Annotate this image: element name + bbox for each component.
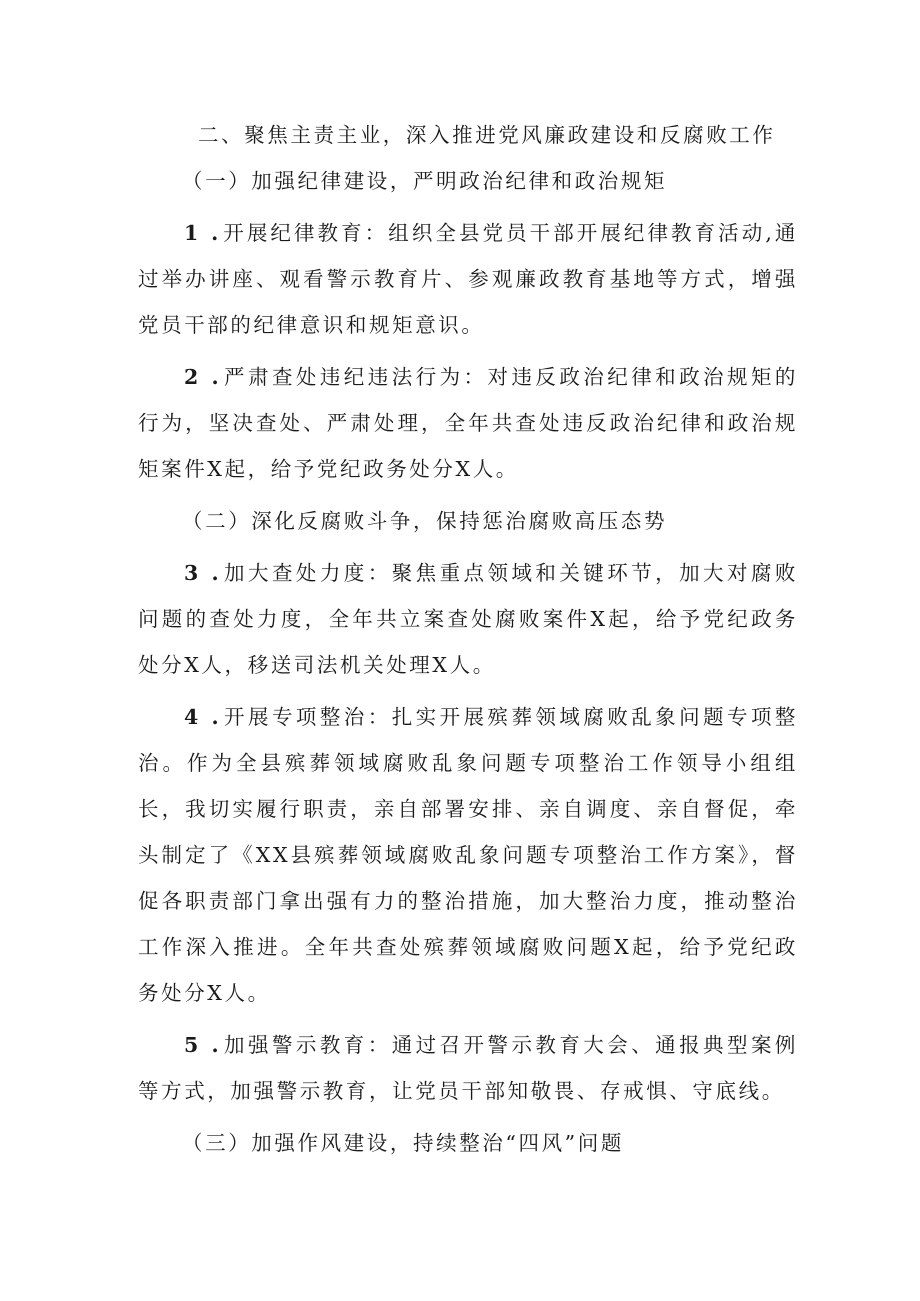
list-item-2 (138, 354, 798, 492)
section-title: 二、聚焦主责主业，深入推进党风廉政建设和反腐败工作 (198, 123, 776, 147)
document-body (138, 112, 798, 1166)
item-number: 1 . (184, 221, 221, 245)
item-number: 4 . (184, 705, 222, 729)
item-number: 2 . (184, 365, 222, 389)
item-text: 加强警示教育：通过召开警示教育大会、通报典型案例等方式，加强警示教育，让党员干部知敬畏、存戒惧、守底线。 (138, 1033, 799, 1103)
list-item-4 (138, 694, 798, 1016)
item-number: 5 . (184, 1033, 222, 1057)
subsection-title-3: （三）加强作风建设，持续整治“四风”问题 (182, 1131, 624, 1155)
subsection-title-2: （二）深化反腐败斗争，保持惩治腐败高压态势 (182, 509, 668, 533)
subsection-title-1: （一）加强纪律建设，严明政治纪律和政治规矩 (182, 169, 668, 193)
item-number: 3 . (184, 561, 222, 585)
item-text: 开展专项整治：扎实开展殡葬领域腐败乱象问题专项整治。作为全县殡葬领域腐败乱象问题专项整治工作领导小组组长，我切实履行职责，亲自部署安排、亲自调度、亲自督促，牵头制定了《XX县殡葬领域腐败乱象问题专项整治工作方案》，督促各职责部门拿出强有力的整治措施，加大整治力度，推动整治工作深入推进。全年共查处殡葬领域腐败问题X起，给予党纪政务处分X人。 (138, 705, 799, 1005)
list-item-5 (138, 1022, 798, 1114)
item-text: 开展纪律教育：组织全县党员干部开展纪律教育活动,通过举办讲座、观看警示教育片、参观廉政教育基地等方式，增强党员干部的纪律意识和规矩意识。 (138, 221, 799, 337)
list-item-1 (138, 210, 798, 348)
item-text: 加大查处力度：聚焦重点领域和关键环节，加大对腐败问题的查处力度，全年共立案查处腐败案件X起，给予党纪政务处分X人，移送司法机关处理X人。 (138, 561, 799, 677)
list-item-3 (138, 550, 798, 688)
item-text: 严肃查处违纪违法行为：对违反政治纪律和政治规矩的行为，坚决查处、严肃处理，全年共查处违反政治纪律和政治规矩案件X起，给予党纪政务处分X人。 (138, 365, 799, 481)
